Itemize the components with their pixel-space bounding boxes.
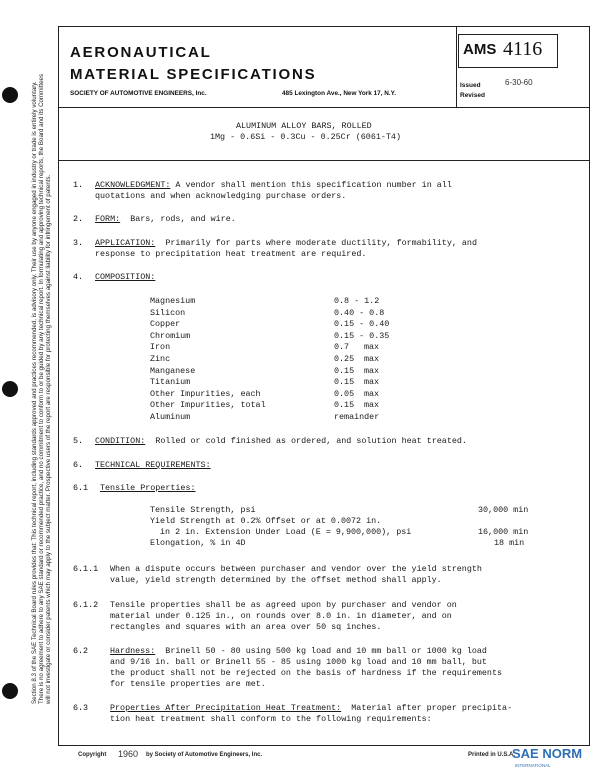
header-title-line1: AERONAUTICAL [70, 44, 212, 61]
revised-label: Revised [460, 92, 485, 99]
section-text: value, yield strength determined by the offset method shall apply. [110, 575, 442, 585]
section-text: Material after proper precipita- [351, 703, 513, 713]
header-divider [58, 107, 590, 108]
composition-element: Chromium [150, 330, 191, 341]
section-application [95, 238, 477, 248]
section-text: Rolled or cold finished as ordered, and solution heat treated. [155, 436, 467, 446]
section-number: 6.3 [73, 703, 89, 713]
composition-element: Silicon [150, 307, 186, 318]
composition-value: 0.15 [334, 365, 355, 376]
section-text: quotations and when acknowledging purchase orders. [95, 191, 347, 201]
copyright-owner: by Society of Automotive Engineers, Inc. [146, 752, 263, 758]
section-number: 6.2 [73, 646, 89, 656]
ams-label: AMS [463, 41, 497, 58]
composition-limit: max [364, 354, 380, 364]
composition-element: Manganese [150, 365, 196, 376]
copyright-label: Copyright [78, 752, 107, 758]
society-name: SOCIETY OF AUTOMOTIVE ENGINEERS, Inc. [70, 90, 207, 97]
elongation-label: Elongation, % in 4D [150, 538, 246, 548]
section-text: Tensile properties shall be as agreed upon by purchaser and vendor on [110, 600, 457, 610]
yield-strength-label: Yield Strength at 0.2% Offset or at 0.0072 in. [150, 516, 382, 526]
printed-in: Printed in U.S.A. [468, 752, 516, 758]
composition-limit: max [364, 400, 380, 411]
yield-strength-value: 16,000 min [478, 527, 529, 537]
ams-number: 4116 [503, 38, 543, 60]
punch-hole [2, 683, 18, 699]
composition-value: 0.15 [334, 377, 355, 388]
composition-limit: max [364, 342, 380, 353]
section-heading: Hardness: [110, 646, 156, 656]
material-title: ALUMINUM ALLOY BARS, ROLLED [236, 121, 372, 131]
section-text: response to precipitation heat treatment are required. [95, 249, 367, 259]
punch-hole [2, 87, 18, 103]
section-condition [95, 436, 467, 446]
composition-value: 0.15 - 0.35 [334, 330, 390, 341]
section-number: 2. [73, 214, 84, 224]
section-number: 6.1 [73, 483, 89, 493]
section-text: Bars, rods, and wire. [130, 214, 236, 224]
composition-limit: max [364, 388, 380, 399]
section-number: 6. [73, 460, 84, 470]
sae-norm-logo: SAE NORM [512, 746, 583, 761]
section-number: 5. [73, 436, 84, 446]
section-heading: APPLICATION: [95, 238, 156, 248]
section-heading: Tensile Properties: [100, 483, 196, 493]
section-number: 4. [73, 272, 84, 282]
header-title-line2: MATERIAL SPECIFICATIONS [70, 66, 317, 83]
section-text: tion heat treatment shall conform to the following requirements: [110, 714, 432, 724]
composition-element: Other Impurities, total [150, 400, 266, 411]
composition-element: Magnesium [150, 296, 196, 306]
yield-strength-label-cont: in 2 in. Extension Under Load (E = 9,900,000), psi [160, 527, 412, 537]
section-text: Primarily for parts where moderate ductility, formability, and [165, 238, 477, 248]
section-heading: TECHNICAL REQUIREMENTS: [95, 460, 211, 470]
section-heading: ACKNOWLEDGMENT: [95, 180, 171, 190]
section-heading: FORM: [95, 214, 121, 224]
composition-limit: max [364, 365, 380, 376]
section-number: 6.1.2 [73, 600, 99, 610]
section-heading: Properties After Precipitation Heat Treatment: [110, 703, 342, 713]
section-text: and 9/16 in. ball or Brinell 55 - 85 using 1000 kg load and 10 mm ball, but [110, 657, 487, 667]
section-text: the product shall not be rejected on the basis of hardness if the requirements [110, 668, 503, 678]
society-address: 485 Lexington Ave., New York 17, N.Y. [282, 90, 397, 97]
composition-limit: max [364, 377, 380, 388]
side-disclaimer-text: Section 8.3 of the SAE Technical Board rules provides that: This technical report, including standards approved and practices recommended, is advisory only. Their use by anyone engaged in industry or trade is entirely voluntary. There is no agreement to adhere to any SAE standard or recommended practice, and no commitment to conform to or be guided by any technical report. In formulating and approving technical reports, the Board and its Committees will not investigate or consider patents which may apply to the subject matter. Prospective users of the report are responsible for protecting themselves against liability for infringement of patents. [31, 73, 52, 704]
tensile-strength-label: Tensile Strength, psi [150, 505, 256, 515]
composition-element: Iron [150, 342, 171, 353]
composition-value: 0.25 [334, 354, 355, 364]
composition-element: Copper [150, 319, 181, 330]
copyright-year: 1960 [118, 749, 139, 759]
composition-value: 0.05 [334, 388, 355, 399]
section-heading: CONDITION: [95, 436, 146, 446]
section-number: 3. [73, 238, 84, 248]
issued-date: 6-30-60 [505, 78, 533, 87]
section-text: for tensile properties are met. [110, 679, 266, 689]
elongation-value: 18 min [494, 538, 525, 548]
section-hardness [110, 646, 487, 656]
section-heading: COMPOSITION: [95, 272, 156, 282]
tensile-strength-value: 30,000 min [478, 505, 529, 515]
section-acknowledgment [95, 180, 452, 190]
section-text: material under 0.125 in., on rounds over 8.0 in. in diameter, and on [110, 611, 452, 621]
composition-element: Other Impurities, each [150, 388, 261, 399]
section-form [95, 214, 236, 224]
composition-value: 0.15 - 0.40 [334, 319, 390, 330]
material-subtitle: 1Mg - 0.6Si - 0.3Cu - 0.25Cr (6061-T4) [210, 132, 401, 142]
section-number: 6.1.1 [73, 564, 99, 574]
composition-value: 0.40 - 0.8 [334, 307, 385, 318]
section-text: Brinell 50 - 80 using 500 kg load and 10 mm ball or 1000 kg load [165, 646, 487, 656]
composition-value: 0.15 [334, 400, 355, 411]
punch-hole [2, 381, 18, 397]
side-disclaimer [31, 64, 52, 704]
section-text: When a dispute occurs between purchaser and vendor over the yield strength [110, 564, 482, 574]
section-text: A vendor shall mention this specification number in all [175, 180, 452, 190]
section-number: 1. [73, 180, 84, 190]
composition-element: Aluminum [150, 412, 191, 422]
composition-value: remainder [334, 412, 380, 422]
sae-norm-logo-sub: INTERNATIONAL [515, 763, 551, 768]
title-divider [58, 160, 590, 161]
issued-label: Issued [460, 82, 481, 89]
composition-element: Titanium [150, 377, 191, 388]
section-precipitation [110, 703, 512, 713]
header-divider-vertical [456, 26, 457, 108]
composition-value: 0.7 [334, 342, 350, 353]
composition-value: 0.8 - 1.2 [334, 296, 380, 306]
composition-element: Zinc [150, 354, 171, 364]
section-text: rectangles and squares with an area over 50 sq inches. [110, 622, 382, 632]
